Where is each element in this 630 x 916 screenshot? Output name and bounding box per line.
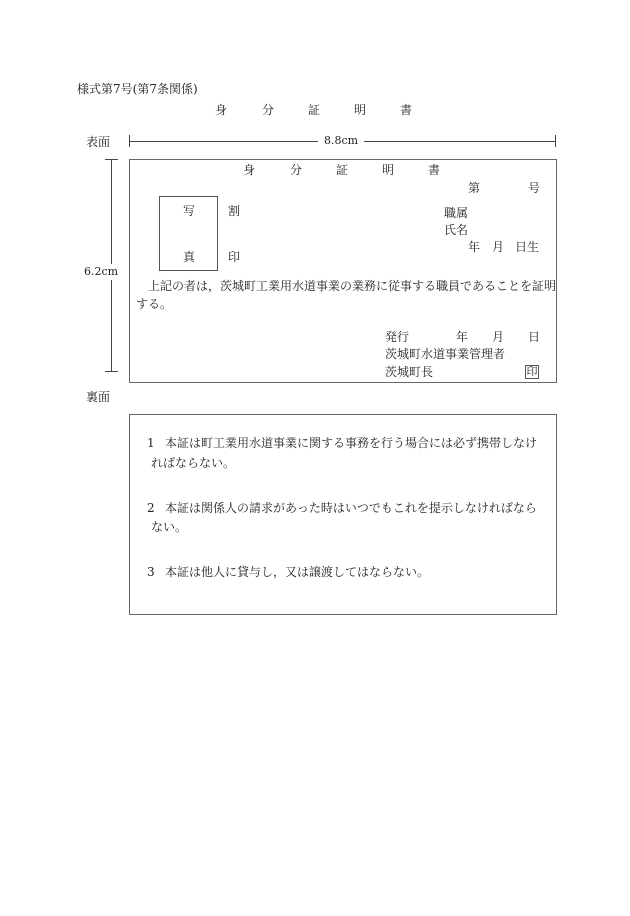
width-dimension-label: 8.8cm [318,134,364,148]
rule-number: 2 [147,501,155,515]
width-dimension-tick [129,135,130,147]
issue-month: 月 [492,330,505,344]
rule-text-line2: ない。 [151,520,188,534]
photo-char: 写 [183,204,196,218]
issuer-name: 茨城町長 [385,365,434,379]
certification-text-line1: 上記の者は，茨城町工業用水道事業の業務に従事する職員であることを証明 [148,279,557,293]
number-suffix: 号 [528,181,541,195]
rule-number: 1 [147,436,155,450]
height-dimension-tick [105,371,118,372]
card-title-char: 身 [243,163,256,177]
issue-year: 年 [456,330,469,344]
front-side-label: 表面 [86,135,111,149]
name-label: 氏名 [444,223,469,237]
issue-label: 発行 [385,330,410,344]
rule-text-line1: 本証は関係人の請求があった時はいつでもこれを提示しなければなら [165,501,537,515]
official-seal-box: 印 [526,365,538,378]
height-dimension-tick [105,159,118,160]
form-number: 様式第7号(第7条関係) [77,82,198,96]
title-char: 分 [262,103,275,117]
title-char: 証 [308,103,321,117]
affiliation-label: 職属 [444,206,469,220]
back-side-label: 裏面 [86,390,111,404]
card-title-char: 分 [290,163,303,177]
title-char: 書 [400,103,413,117]
card-title-char: 証 [336,163,349,177]
title-char: 明 [354,103,367,117]
tally-seal-char: 割 [228,204,241,218]
card-title-char: 明 [382,163,395,177]
photo-char: 真 [183,250,196,264]
issuer-title: 茨城町水道事業管理者 [385,347,506,361]
tally-seal-char: 印 [228,250,241,264]
issue-day: 日 [528,330,541,344]
height-dimension-label: 6.2cm [84,265,119,278]
certification-text-line2: する。 [136,297,173,311]
rule-text-line1: 本証は他人に貸与し，又は譲渡してはならない。 [165,565,430,579]
rule-number: 3 [147,565,155,579]
birth-month: 月 [492,240,505,254]
rule-text-line2: ればならない。 [151,456,236,470]
card-title-char: 書 [428,163,441,177]
rule-text-line1: 本証は町工業用水道事業に関する事務を行う場合には必ず携帯しなけ [165,436,538,450]
birth-year: 年 [468,240,481,254]
number-prefix: 第 [468,181,481,195]
title-char: 身 [215,103,228,117]
birth-day: 日生 [515,240,540,254]
width-dimension-tick [555,135,556,147]
